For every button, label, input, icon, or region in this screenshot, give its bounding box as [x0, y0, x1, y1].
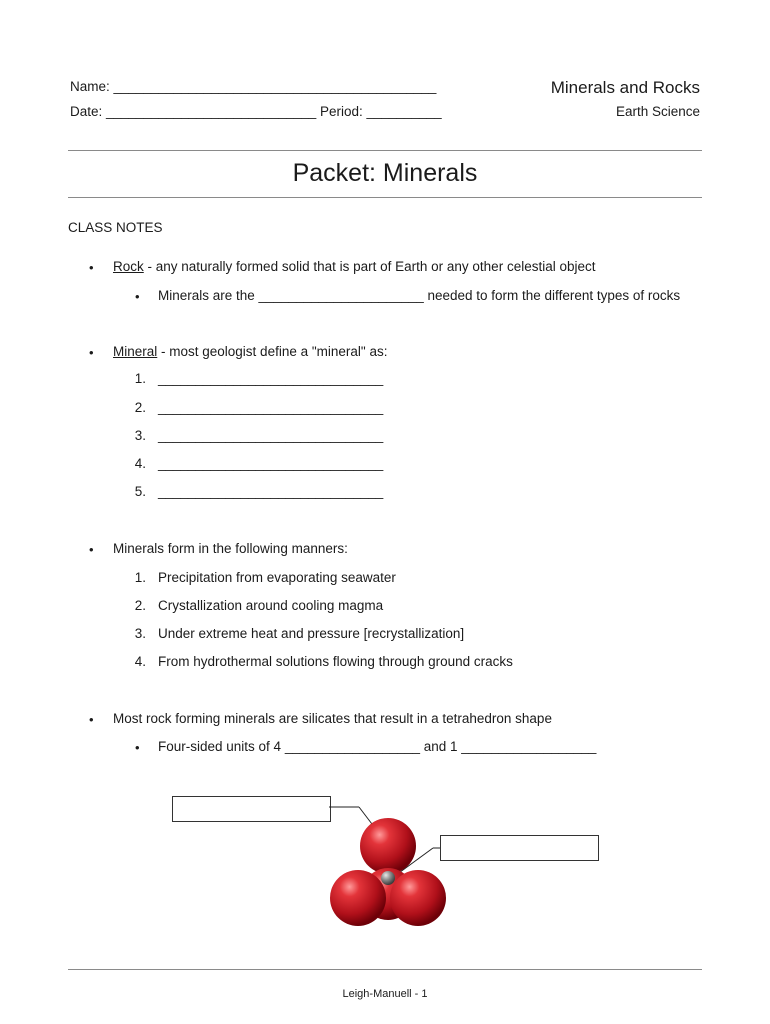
rock-definition [113, 259, 596, 274]
bullet-marker: • [135, 740, 140, 755]
footer-rule [68, 969, 702, 970]
list-number: 1. [134, 371, 146, 386]
formation-item: Crystallization around cooling magma [158, 598, 384, 613]
page-title: Packet: Minerals [292, 159, 478, 187]
silicon-tetrahedron-diagram [300, 790, 500, 940]
formation-item: From hydrothermal solutions flowing through ground cracks [158, 654, 513, 669]
rock-subpoint: Minerals are the ______________________ needed to form the different types of rocks [158, 288, 681, 303]
list-number: 2. [134, 400, 146, 415]
mineral-definition-text: - most geologist define a "mineral" as: [157, 344, 388, 359]
unit-title: Minerals and Rocks [550, 78, 700, 97]
list-number: 5. [134, 484, 146, 499]
bullet-marker: • [89, 712, 94, 727]
bullet-marker: • [89, 260, 94, 275]
mineral-definition [113, 344, 387, 359]
oxygen-sphere-right [390, 870, 446, 926]
top-rule [68, 150, 702, 151]
silicon-sphere-visible [381, 871, 395, 885]
list-number: 1. [134, 570, 146, 585]
mineral-blank-line: ______________________________ [158, 484, 384, 499]
oxygen-sphere-left [330, 870, 386, 926]
mineral-blank-line: ______________________________ [158, 371, 384, 386]
name-field-line: Name: ___________________________________________ [70, 79, 437, 94]
page-footer: Leigh-Manuell - 1 [342, 988, 428, 1000]
rock-term: Rock [113, 259, 144, 274]
formation-intro: Minerals form in the following manners: [113, 541, 348, 556]
silicates-intro: Most rock forming minerals are silicates that result in a tetrahedron shape [113, 711, 552, 726]
oxygen-sphere-top [360, 818, 416, 874]
list-number: 2. [134, 598, 146, 613]
list-number: 3. [134, 626, 146, 641]
course-name: Earth Science [615, 104, 700, 119]
bullet-marker: • [89, 542, 94, 557]
title-rule [68, 197, 702, 198]
date-period-field-line: Date: ____________________________ Period: __________ [70, 104, 442, 119]
list-number: 3. [134, 428, 146, 443]
mineral-blank-line: ______________________________ [158, 456, 384, 471]
list-number: 4. [134, 654, 146, 669]
mineral-blank-line: ______________________________ [158, 428, 384, 443]
formation-item: Precipitation from evaporating seawater [158, 570, 396, 585]
bullet-marker: • [89, 345, 94, 360]
formation-item: Under extreme heat and pressure [recrystallization] [158, 626, 465, 641]
rock-definition-text: - any naturally formed solid that is part of Earth or any other celestial object [143, 259, 596, 274]
bullet-marker: • [135, 289, 140, 304]
section-heading: CLASS NOTES [68, 220, 163, 235]
list-number: 4. [134, 456, 146, 471]
silicates-subpoint: Four-sided units of 4 __________________ and 1 __________________ [158, 739, 597, 754]
mineral-blank-line: ______________________________ [158, 400, 384, 415]
mineral-term: Mineral [113, 344, 158, 359]
